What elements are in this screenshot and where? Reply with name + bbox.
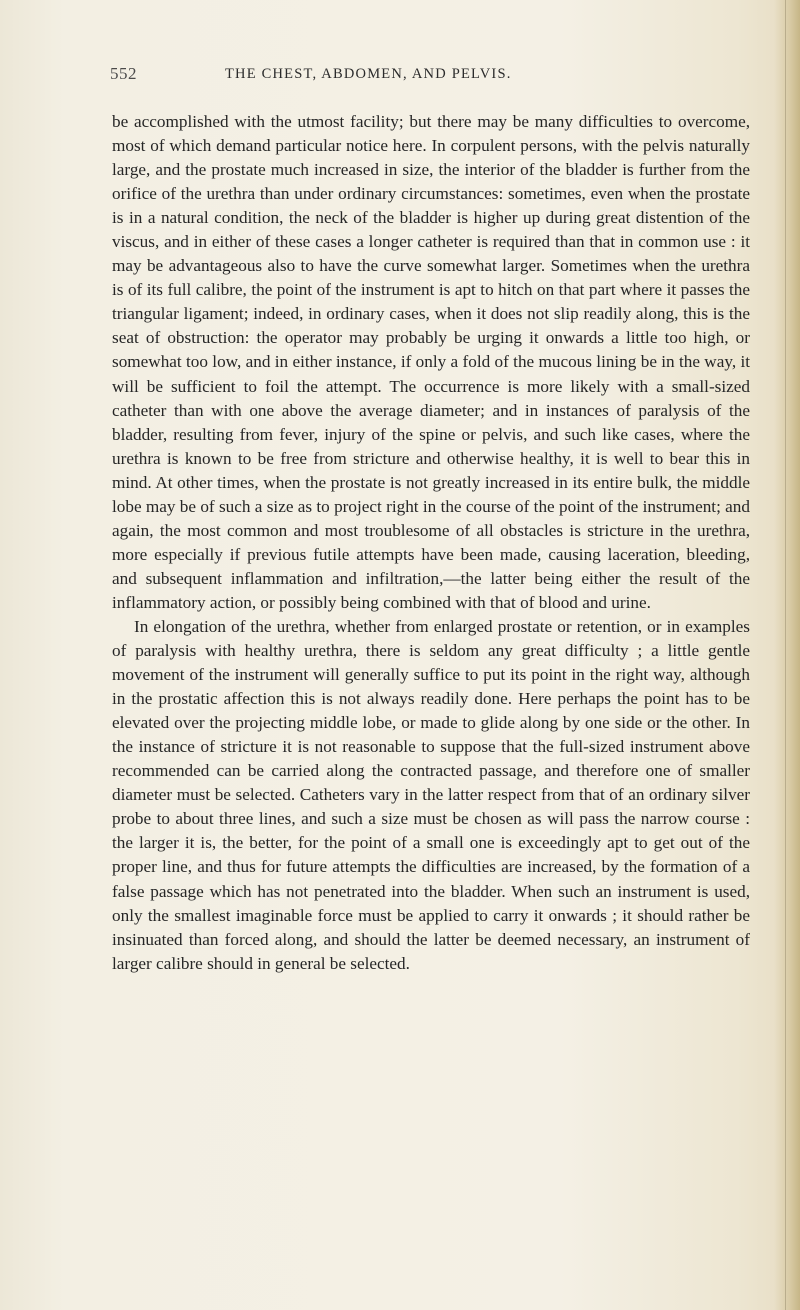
paragraph-1: be accomplished with the utmost facility; but there may be many difficulties to overcome, most of which demand particular notice here. In corpulent persons, with the pelvis naturally large, and the prostate much increased in size, the interior of the bladder is further from the orifice of the urethra than under ordinary circumstances: sometimes, even when the prostate is in a natural condition, the neck of the bladder is higher up during great distention of the viscus, and in either of these cases a longer catheter is required than that in common use : it may be advantageous also to have the curve somewhat larger. Sometimes when the urethra is of its full calibre, the point of the instrument is apt to hitch on that part where it passes the triangular ligament; indeed, in ordinary cases, when it does not slip readily along, this is the seat of obstruction: the operator may probably be urging it onwards a little too high, or somewhat too low, and in either instance, if only a fold of the mucous lining be in the way, it will be sufficient to foil the attempt. The occurrence is more likely with a small-sized catheter than with one above the average diameter; and in instances of paralysis of the bladder, resulting from fever, injury of the spine or pelvis, and such like cases, where the urethra is known to be free from stricture and otherwise healthy, it is well to bear this in mind. At other times, when the prostate is not greatly increased in its entire bulk, the middle lobe may be of such a size as to project right in the course of the point of the instrument; and again, the most common and most troublesome of all obstacles is stricture in the urethra, more especially if previous futile attempts have been made, causing laceration, bleeding, and subsequent inflammation and infiltration,—the latter being either the result of the inflammatory action, or possibly being combined with that of blood and urine. [112, 112, 750, 612]
page-number: 552 [110, 64, 137, 83]
page-edge-shadow [774, 0, 800, 1310]
body-text [112, 110, 750, 976]
running-title: THE CHEST, ABDOMEN, AND PELVIS. [225, 66, 512, 82]
page-edge-line [785, 0, 786, 1310]
running-head [110, 64, 750, 86]
paragraph-2: In elongation of the urethra, whether from enlarged prostate or retention, or in examples of paralysis with healthy urethra, there is seldom any great difficulty ; a little gentle movement of the instrument will generally suffice to put its point in the right way, although in the prostatic affection this is not always readily done. Here perhaps the point has to be elevated over the projecting middle lobe, or made to glide along by one side or the other. In the instance of stricture it is not reasonable to suppose that the full-sized instrument above recommended can be carried along the contracted passage, and therefore one of smaller diameter must be selected. Catheters vary in the latter respect from that of an ordinary silver probe to about three lines, and such a size must be chosen as will pass the narrow course : the larger it is, the better, for the point of a small one is exceedingly apt to get out of the proper line, and thus for future attempts the difficulties are increased, by the formation of a false passage which has not penetrated into the bladder. When such an instrument is used, only the smallest imaginable force must be applied to carry it onwards ; it should rather be insinuated than forced along, and should the latter be deemed necessary, an instrument of larger calibre should in general be selected. [112, 616, 750, 973]
